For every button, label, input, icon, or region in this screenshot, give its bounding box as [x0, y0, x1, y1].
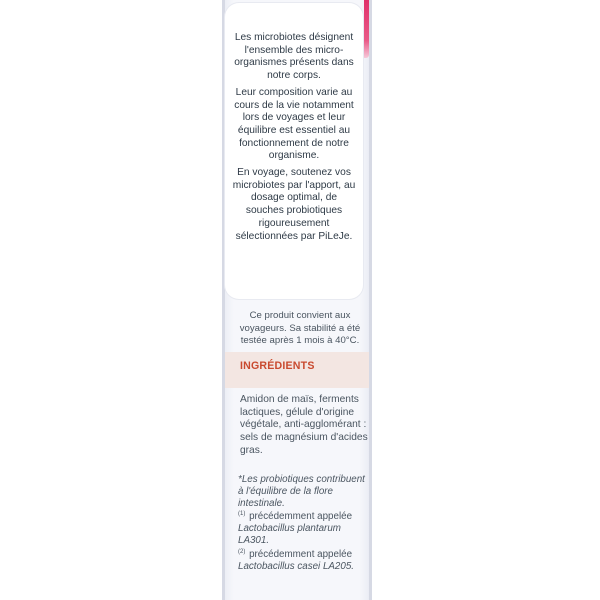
- card-paragraph-2: Leur composition varie au cours de la vie notamment lors de voyages et leur équilibre est essentiel au fonctionnement de notre organisme.: [234, 86, 354, 162]
- footnote-1-text: précédemment appelée: [249, 511, 353, 523]
- info-card: [225, 3, 363, 299]
- footnote-2-species: Lactobacillus casei LA205.: [238, 560, 355, 572]
- probiotics-note: *Les probiotiques contribuent à l'équilibre de la flore intestinale.: [238, 474, 365, 509]
- pink-accent-strip: [364, 0, 369, 58]
- info-card-text: [225, 32, 363, 247]
- card-paragraph-3: En voyage, soutenez vos microbiotes par l'apport, au dosage optimal, de souches probiotiques rigoureusement sélectionnées par PiLeJe.: [232, 167, 356, 242]
- ingredients-title: INGRÉDIENTS: [240, 360, 315, 372]
- footnote-1-species: Lactobacillus plantarum LA301.: [238, 523, 341, 546]
- footnotes: [238, 474, 370, 574]
- card-paragraph-1: Les microbiotes désignent l'ensemble des micro-organismes présents dans notre corps.: [234, 32, 354, 82]
- ingredients-list: Amidon de maïs, ferments lactiques, gélule d'origine végétale, anti-agglomérant : sels de magnésium d'acides gras.: [240, 394, 368, 456]
- footnote-2-marker: (2): [238, 548, 246, 555]
- footnote-2-text: précédemment appelée: [249, 548, 353, 560]
- stability-statement: Ce produit convient aux voyageurs. Sa stabilité a été testée après 1 mois à 40°C.: [239, 310, 361, 347]
- footnote-1-marker: (1): [238, 511, 246, 518]
- footnote-1: [238, 511, 370, 546]
- footnote-2: [238, 549, 370, 573]
